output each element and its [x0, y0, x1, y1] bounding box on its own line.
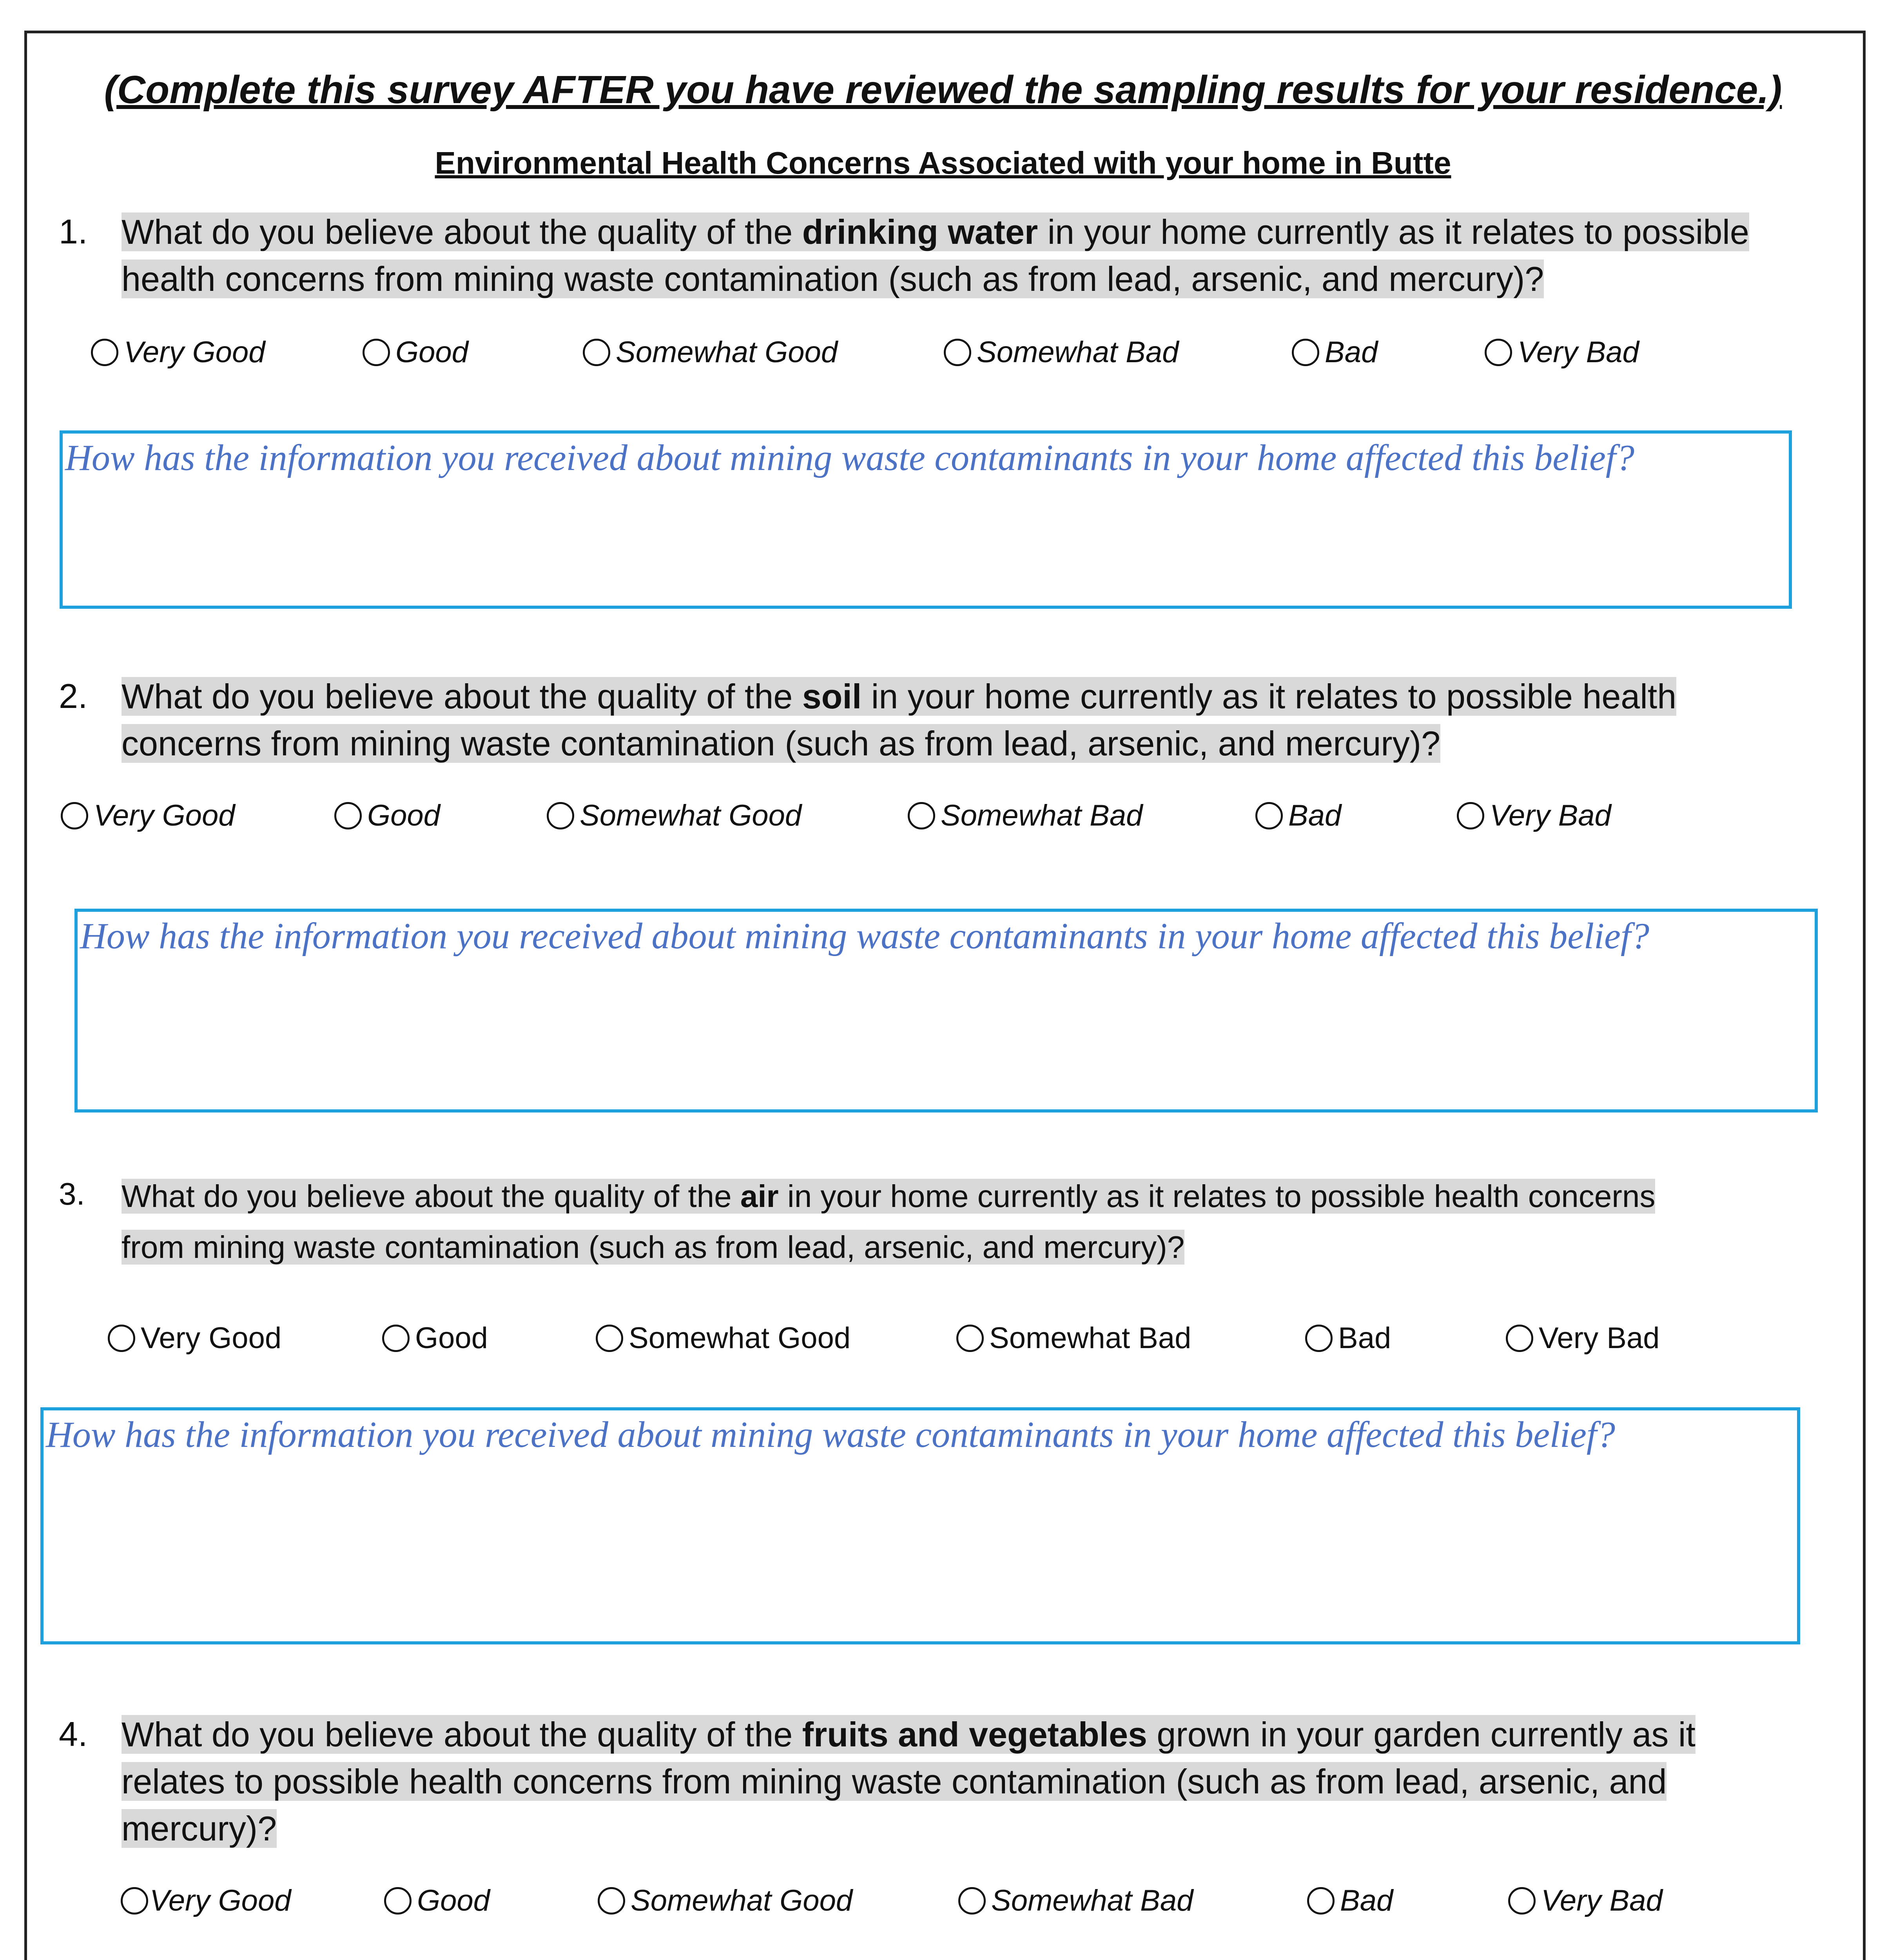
- survey-heading: Environmental Health Concerns Associated with your home in Butte: [435, 145, 1451, 180]
- question-3-text: What do you believe about the quality of the air in your home currently as it relates to possible health concerns: [122, 1179, 1656, 1214]
- q2-option-bad[interactable]: Bad: [1255, 799, 1341, 833]
- radio-icon[interactable]: [1457, 802, 1484, 829]
- radio-icon[interactable]: [91, 339, 118, 366]
- q3-option-bad[interactable]: Bad: [1305, 1321, 1391, 1355]
- radio-icon[interactable]: [1292, 339, 1319, 366]
- question-2-number: 2.: [59, 677, 88, 715]
- q3-response-box[interactable]: [40, 1407, 1800, 1644]
- question-2-text-line2: concerns from mining waste contamination (such as from lead, arsenic, and mercury)?: [122, 724, 1440, 763]
- radio-icon[interactable]: [547, 802, 574, 829]
- radio-icon[interactable]: [382, 1325, 410, 1352]
- radio-icon[interactable]: [944, 339, 971, 366]
- q1-option-good[interactable]: Good: [363, 335, 468, 369]
- q4-option-very-bad[interactable]: Very Bad: [1508, 1884, 1663, 1918]
- radio-icon[interactable]: [121, 1887, 148, 1915]
- q4-option-very-good[interactable]: Very Good: [121, 1884, 291, 1918]
- question-3-number: 3.: [59, 1176, 85, 1211]
- q2-option-very-bad[interactable]: Very Bad: [1457, 799, 1611, 833]
- radio-icon[interactable]: [908, 802, 935, 829]
- q4-option-bad[interactable]: Bad: [1307, 1884, 1393, 1918]
- q2-option-good[interactable]: Good: [334, 799, 440, 833]
- question-3-text-line2: from mining waste contamination (such as from lead, arsenic, and mercury)?: [122, 1230, 1185, 1265]
- radio-icon[interactable]: [108, 1325, 135, 1352]
- q1-option-very-good[interactable]: Very Good: [91, 335, 265, 369]
- q4-option-good[interactable]: Good: [384, 1884, 490, 1918]
- q1-response-box[interactable]: [60, 430, 1792, 609]
- question-1-text: What do you believe about the quality of the drinking water in your home currently as it relates to possible: [122, 212, 1749, 251]
- question-4-number: 4.: [59, 1715, 88, 1753]
- radio-icon[interactable]: [1305, 1325, 1333, 1352]
- q4-option-somewhat-good[interactable]: Somewhat Good: [598, 1884, 852, 1918]
- radio-icon[interactable]: [384, 1887, 412, 1915]
- q3-option-somewhat-bad[interactable]: Somewhat Bad: [956, 1321, 1191, 1355]
- radio-icon[interactable]: [1255, 802, 1283, 829]
- q3-option-somewhat-good[interactable]: Somewhat Good: [596, 1321, 851, 1355]
- q2-option-somewhat-bad[interactable]: Somewhat Bad: [908, 799, 1142, 833]
- radio-icon[interactable]: [583, 339, 610, 366]
- question-4-text: What do you believe about the quality of the fruits and vegetables grown in your garden currently as it: [122, 1715, 1696, 1754]
- q1-option-somewhat-bad[interactable]: Somewhat Bad: [944, 335, 1179, 369]
- radio-icon[interactable]: [1485, 339, 1512, 366]
- radio-icon[interactable]: [598, 1887, 625, 1915]
- question-1-number: 1.: [59, 212, 88, 251]
- q3-option-very-good[interactable]: Very Good: [108, 1321, 281, 1355]
- question-1-text-line2: health concerns from mining waste contamination (such as from lead, arsenic, and mercury)?: [122, 260, 1544, 298]
- q3-option-good[interactable]: Good: [382, 1321, 488, 1355]
- radio-icon[interactable]: [61, 802, 88, 829]
- radio-icon[interactable]: [363, 339, 390, 366]
- q1-option-very-bad[interactable]: Very Bad: [1485, 335, 1639, 369]
- question-4-text-line3: mercury)?: [122, 1809, 277, 1848]
- q2-option-somewhat-good[interactable]: Somewhat Good: [547, 799, 802, 833]
- q3-response-prompt: How has the information you received about mining waste contaminants in your home affected this belief?: [46, 1414, 1615, 1455]
- radio-icon[interactable]: [956, 1325, 984, 1352]
- radio-icon[interactable]: [1508, 1887, 1536, 1915]
- q1-response-prompt: How has the information you received about mining waste contaminants in your home affected this belief?: [65, 437, 1634, 478]
- q2-option-very-good[interactable]: Very Good: [61, 799, 235, 833]
- question-4-text-line2: relates to possible health concerns from mining waste contamination (such as from lead, arsenic, and: [122, 1762, 1667, 1801]
- radio-icon[interactable]: [1307, 1887, 1335, 1915]
- radio-icon[interactable]: [958, 1887, 986, 1915]
- question-2-text: What do you believe about the quality of the soil in your home currently as it relates to possible health: [122, 677, 1677, 716]
- radio-icon[interactable]: [334, 802, 362, 829]
- q3-option-very-bad[interactable]: Very Bad: [1506, 1321, 1659, 1355]
- q2-response-prompt: How has the information you received about mining waste contaminants in your home affected this belief?: [80, 916, 1649, 956]
- q2-response-box[interactable]: [74, 909, 1818, 1112]
- q1-option-somewhat-good[interactable]: Somewhat Good: [583, 335, 838, 369]
- survey-instruction: (Complete this survey AFTER you have reviewed the sampling results for your residence.): [104, 68, 1782, 112]
- q1-option-bad[interactable]: Bad: [1292, 335, 1378, 369]
- radio-icon[interactable]: [596, 1325, 623, 1352]
- q4-option-somewhat-bad[interactable]: Somewhat Bad: [958, 1884, 1193, 1918]
- radio-icon[interactable]: [1506, 1325, 1533, 1352]
